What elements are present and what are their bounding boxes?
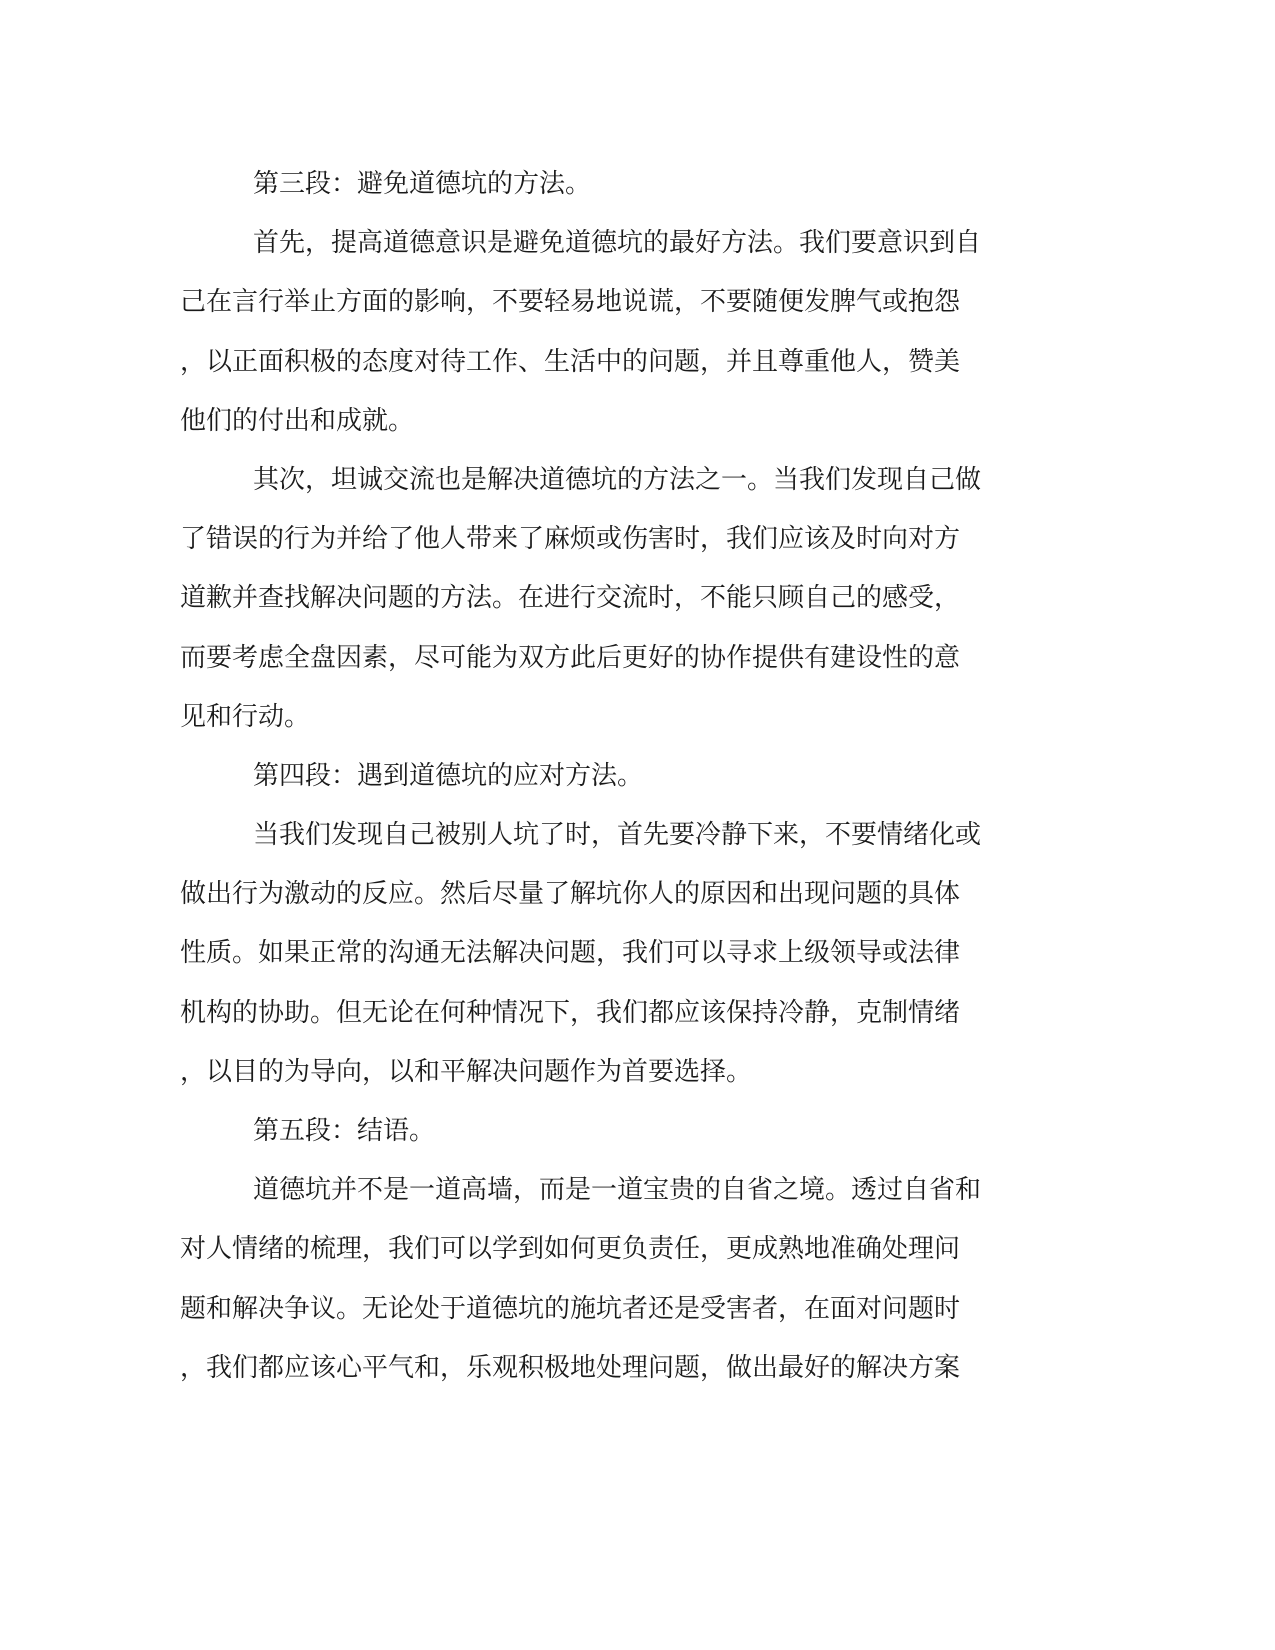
paragraph-line: 题和解决争议。无论处于道德坑的施坑者还是受害者，在面对问题时 (180, 1293, 961, 1324)
section-heading-3: 第三段：避免道德坑的方法。 (253, 169, 592, 199)
paragraph-line: ，我们都应该心平气和，乐观积极地处理问题，做出最好的解决方案 (180, 1352, 961, 1383)
paragraph-line: 性质。如果正常的沟通无法解决问题，我们可以寻求上级领导或法律 (180, 938, 961, 969)
paragraph-line: 当我们发现自己被别人坑了时，首先要冷静下来，不要情绪化或 (253, 820, 982, 851)
section-heading-4: 第四段：遇到道德坑的应对方法。 (253, 760, 644, 791)
paragraph-line: 首先，提高道德意识是避免道德坑的最好方法。我们要意识到自 (253, 228, 982, 259)
paragraph-line: 己在言行举止方面的影响，不要轻易地说谎，不要随便发脾气或抱怨 (180, 287, 961, 318)
paragraph-line: 对人情绪的梳理，我们可以学到如何更负责任，更成熟地准确处理问 (180, 1234, 961, 1265)
document-body (180, 155, 1040, 1398)
paragraph-line: ，以目的为导向，以和平解决问题作为首要选择。 (180, 1056, 753, 1087)
paragraph-line: 其次，坦诚交流也是解决道德坑的方法之一。当我们发现自己做 (253, 464, 982, 495)
paragraph-line: 机构的协助。但无论在何种情况下，我们都应该保持冷静，克制情绪 (180, 997, 961, 1028)
paragraph-line: 做出行为激动的反应。然后尽量了解坑你人的原因和出现问题的具体 (180, 879, 961, 910)
paragraph-line: 道德坑并不是一道高墙，而是一道宝贵的自省之境。透过自省和 (253, 1175, 982, 1206)
paragraph-line: ，以正面积极的态度对待工作、生活中的问题，并且尊重他人，赞美 (180, 346, 961, 377)
paragraph-line: 他们的付出和成就。 (180, 405, 415, 436)
paragraph-line: 道歉并查找解决问题的方法。在进行交流时，不能只顾自己的感受， (180, 583, 961, 614)
section-heading-5: 第五段：结语。 (253, 1116, 436, 1146)
paragraph-line: 见和行动。 (180, 701, 311, 732)
paragraph-line: 了错误的行为并给了他人带来了麻烦或伤害时，我们应该及时向对方 (180, 524, 961, 555)
paragraph-line: 而要考虑全盘因素，尽可能为双方此后更好的协作提供有建设性的意 (180, 642, 961, 673)
